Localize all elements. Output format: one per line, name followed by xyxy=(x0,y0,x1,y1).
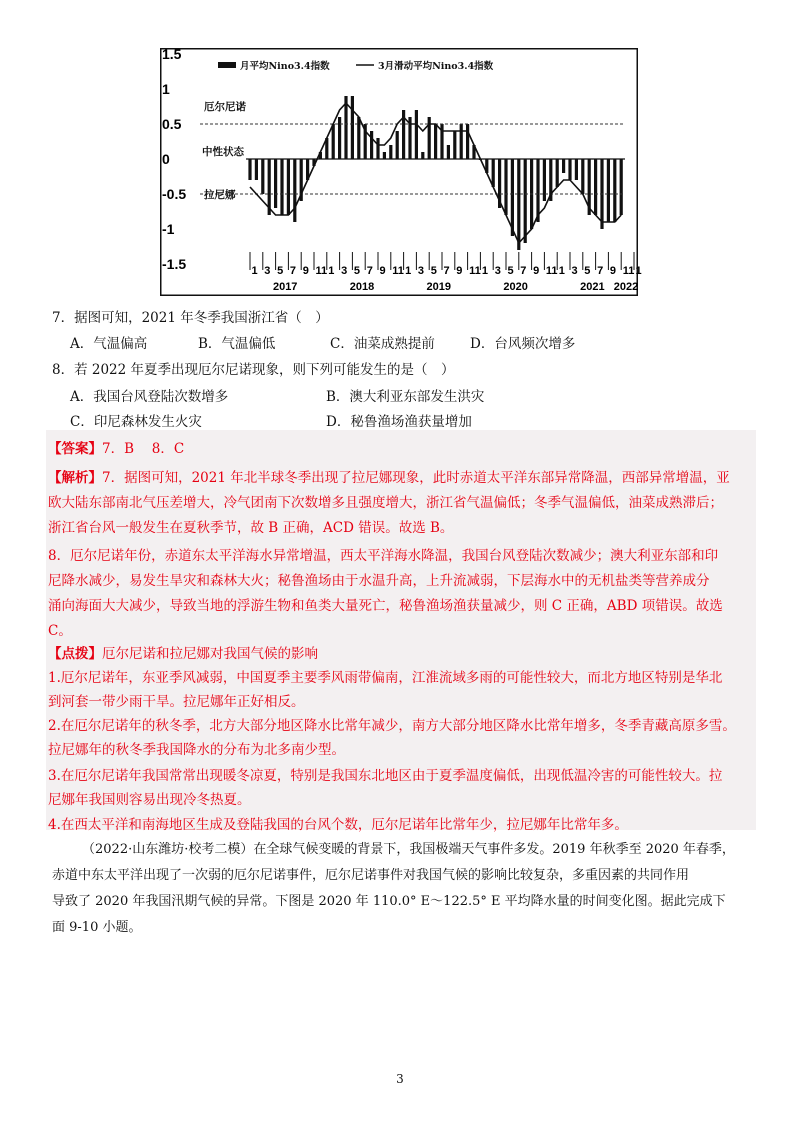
intro-line-2: 赤道中东太平洋出现了一次弱的厄尔尼诺事件，厄尔尼诺事件对我国气候的影响比较复杂，多重因素的共同作用 xyxy=(52,868,690,883)
question-7-stem: 7．据图可知，2021 年冬季我国浙江省（ ） xyxy=(52,310,329,326)
question-7-option-a: A．气温偏高 xyxy=(70,336,148,352)
tip-1-line-2: 到河套一带少雨干旱。拉尼娜年正好相反。 xyxy=(48,694,305,710)
monthly-bar xyxy=(248,159,251,180)
monthly-bar xyxy=(447,145,450,159)
month-tick-label: 9 xyxy=(609,265,617,277)
monthly-bar xyxy=(575,159,578,180)
month-tick-label: 1 xyxy=(405,265,412,277)
year-label: 2020 xyxy=(503,281,528,293)
monthly-bar xyxy=(466,124,469,159)
month-tick-label: 11 xyxy=(315,265,328,277)
monthly-bar xyxy=(581,159,584,194)
month-tick-label: 5 xyxy=(430,265,437,277)
year-label: 2019 xyxy=(426,281,452,293)
question-7-option-b: B．气温偏低 xyxy=(198,336,276,352)
tip-3-line-2: 尼娜年我国则容易出现冷冬热夏。 xyxy=(48,792,251,808)
month-tick-label: 1 xyxy=(481,265,489,277)
tip-1-line-1: 1.厄尔尼诺年，东亚季风减弱，中国夏季主要季风雨带偏南，江淮流域多雨的可能性较大，而北方地区特别是华北 xyxy=(48,670,723,686)
analysis-8-line-3: 涌向海面大大减少，导致当地的浮游生物和鱼类大量死亡，秘鲁渔场渔获量减少，则 C 正确，ABD 项错误。故选 xyxy=(48,598,723,614)
monthly-bar xyxy=(594,159,597,215)
y-tick-label: 0 xyxy=(162,151,170,167)
month-tick-label: 1 xyxy=(251,265,258,277)
monthly-bar xyxy=(620,159,623,215)
y-tick-label: -1.5 xyxy=(162,256,187,272)
month-tick-label: 1 xyxy=(558,265,565,277)
analysis-7-line-1 xyxy=(48,466,754,490)
month-tick-label: 11 xyxy=(622,265,635,277)
monthly-bar xyxy=(568,159,571,180)
monthly-bar xyxy=(511,159,514,236)
monthly-bar xyxy=(562,159,565,173)
monthly-bar xyxy=(351,96,354,159)
analysis-7-text-1: 7．据图可知，2021 年北半球冬季出现了拉尼娜现象，此时赤道太平洋东部异常降温，西部异常增温，亚 xyxy=(102,470,730,486)
monthly-bar xyxy=(415,110,418,159)
monthly-bar xyxy=(280,159,283,215)
year-label: 2022 xyxy=(613,281,639,293)
monthly-bar xyxy=(338,117,341,159)
month-tick-label: 11 xyxy=(469,265,481,277)
month-tick-label: 5 xyxy=(507,265,514,277)
monthly-bar xyxy=(370,131,373,159)
analysis-8-line-1: 8．厄尔尼诺年份，赤道东太平洋海水异常增温，西太平洋海水降温，我国台风登陆次数减少；澳大利亚东部和印 xyxy=(48,548,719,564)
year-label: 2021 xyxy=(580,281,605,293)
month-tick-label: 3 xyxy=(417,265,425,277)
y-tick-label: 1.5 xyxy=(162,46,182,62)
zone-label-la-nina: 拉尼娜 xyxy=(204,189,236,201)
tips-heading xyxy=(48,642,754,666)
zone-label-el-nino: 厄尔尼诺 xyxy=(204,101,246,113)
question-7-option-d: D．台风频次增多 xyxy=(470,336,576,352)
month-tick-label: 3 xyxy=(341,265,348,277)
y-tick-label: 0.5 xyxy=(162,116,182,132)
tip-2-line-1: 2.在厄尔尼诺年的秋冬季，北方大部分地区降水比常年减少，南方大部分地区降水比常年增多，冬季青藏高原多雪。 xyxy=(48,718,736,734)
monthly-bar xyxy=(453,131,456,159)
answer-tag: 【答案】 xyxy=(48,441,102,457)
answer-line xyxy=(48,437,754,461)
monthly-bar xyxy=(383,152,386,159)
question-8-option-d: D．秘鲁渔场渔获量增加 xyxy=(326,414,472,430)
intro-line-1: （2022·山东潍坊·校考二模）在全球气候变暖的背景下，我国极端天气事件多发。2019 年秋季至 2020 年春季， xyxy=(82,842,735,857)
tips-title: 厄尔尼诺和拉尼娜对我国气候的影响 xyxy=(102,646,318,662)
month-tick-label: 11 xyxy=(545,265,558,277)
chart-frame xyxy=(161,49,638,296)
y-tick-label: -0.5 xyxy=(162,186,187,202)
y-tick-label: -1 xyxy=(162,221,175,237)
monthly-bar xyxy=(613,159,616,222)
page-number: 3 xyxy=(396,1072,404,1086)
analysis-8-line-2: 尼降水减少，易发生旱灾和森林大火；秘鲁渔场由于水温升高，上升流减弱，下层海水中的无机盐类等营养成分 xyxy=(48,573,710,589)
tip-2-line-2: 拉尼娜年的秋冬季我国降水的分布为北多南少型。 xyxy=(48,742,345,758)
month-tick-label: 7 xyxy=(520,265,527,277)
month-tick-label: 3 xyxy=(494,265,501,277)
monthly-bar xyxy=(524,159,527,243)
month-tick-label: 7 xyxy=(597,265,604,277)
monthly-bar xyxy=(376,138,379,159)
zone-label-neutral: 中性状态 xyxy=(202,146,244,158)
monthly-bar xyxy=(434,124,437,159)
legend-bar-swatch xyxy=(218,62,236,68)
month-tick-label: 7 xyxy=(289,265,297,277)
monthly-bar xyxy=(293,159,296,222)
y-tick-label: 1 xyxy=(162,81,170,97)
month-tick-label: 1 xyxy=(328,265,335,277)
monthly-bar xyxy=(607,159,610,222)
monthly-bar xyxy=(344,96,347,159)
month-tick-label: 5 xyxy=(584,265,591,277)
nino-chart-svg xyxy=(160,46,642,296)
monthly-bar xyxy=(255,159,258,180)
monthly-bar xyxy=(261,159,264,194)
monthly-bar xyxy=(396,131,399,159)
monthly-bar xyxy=(517,159,520,250)
intro-line-4: 面 9-10 小题。 xyxy=(52,920,142,935)
monthly-bar xyxy=(421,152,424,159)
legend-label-smoothed: 3月滑动平均Nino3.4指数 xyxy=(378,61,494,72)
month-tick-label: 3 xyxy=(571,265,578,277)
analysis-tag: 【解析】 xyxy=(48,470,102,486)
question-8-option-c: C．印尼森林发生火灾 xyxy=(70,414,202,430)
intro-line-3: 导致了 2020 年我国汛期气候的异常。下图是 2020 年 110.0° E～122.5° E 平均降水量的时间变化图。据此完成下 xyxy=(52,894,726,909)
monthly-bar xyxy=(287,159,290,215)
month-tick-label: 9 xyxy=(533,265,540,277)
monthly-bar xyxy=(556,159,559,187)
month-tick-label: 3 xyxy=(264,265,271,277)
legend-label-monthly: 月平均Nino3.4指数 xyxy=(240,61,330,72)
year-label: 2018 xyxy=(349,281,375,293)
month-tick-label: 7 xyxy=(443,265,450,277)
month-tick-label: 11 xyxy=(392,265,404,277)
month-tick-label: 9 xyxy=(302,265,309,277)
monthly-bar xyxy=(274,159,277,208)
month-tick-label: 5 xyxy=(353,265,361,277)
month-tick-label: 9 xyxy=(456,265,463,277)
analysis-7-line-2: 欧大陆东部南北气压差增大，冷气团南下次数增多且强度增大，浙江省气温偏低；冬季气温偏低，油菜成熟滞后； xyxy=(48,495,723,511)
question-8-stem: 8．若 2022 年夏季出现厄尔尼诺现象，则下列可能发生的是（ ） xyxy=(52,362,455,378)
analysis-8-line-4: C。 xyxy=(48,623,72,639)
year-label: 2017 xyxy=(272,281,298,293)
monthly-bar xyxy=(543,159,546,201)
monthly-bar xyxy=(460,124,463,159)
nino-chart xyxy=(160,46,642,296)
monthly-bar xyxy=(357,117,360,159)
tips-tag: 【点拨】 xyxy=(48,646,102,662)
monthly-bar xyxy=(536,159,539,222)
month-tick-label: 1 xyxy=(635,265,642,277)
monthly-bar xyxy=(504,159,507,215)
question-8-option-a: A．我国台风登陆次数增多 xyxy=(70,389,229,405)
question-7-option-c: C．油菜成熟提前 xyxy=(330,336,435,352)
month-tick-label: 7 xyxy=(366,265,373,277)
answer-text: 7．B 8．C xyxy=(102,441,185,457)
tip-3-line-1: 3.在厄尔尼诺年我国常常出现暖冬凉夏，特别是我国东北地区由于夏季温度偏低，出现低温冷害的可能性较大。拉 xyxy=(48,768,723,784)
month-tick-label: 5 xyxy=(277,265,284,277)
monthly-bar xyxy=(389,145,392,159)
question-8-option-b: B．澳大利亚东部发生洪灾 xyxy=(326,389,485,405)
analysis-7-line-3: 浙江省台风一般发生在夏秋季节，故 B 正确，ACD 错误。故选 B。 xyxy=(48,520,454,536)
month-tick-label: 9 xyxy=(379,265,386,277)
tip-4-line-1: 4.在西太平洋和南海地区生成及登陆我国的台风个数，厄尔尼诺年比常年少，拉尼娜年比常年多。 xyxy=(48,817,628,833)
monthly-bar xyxy=(332,124,335,159)
